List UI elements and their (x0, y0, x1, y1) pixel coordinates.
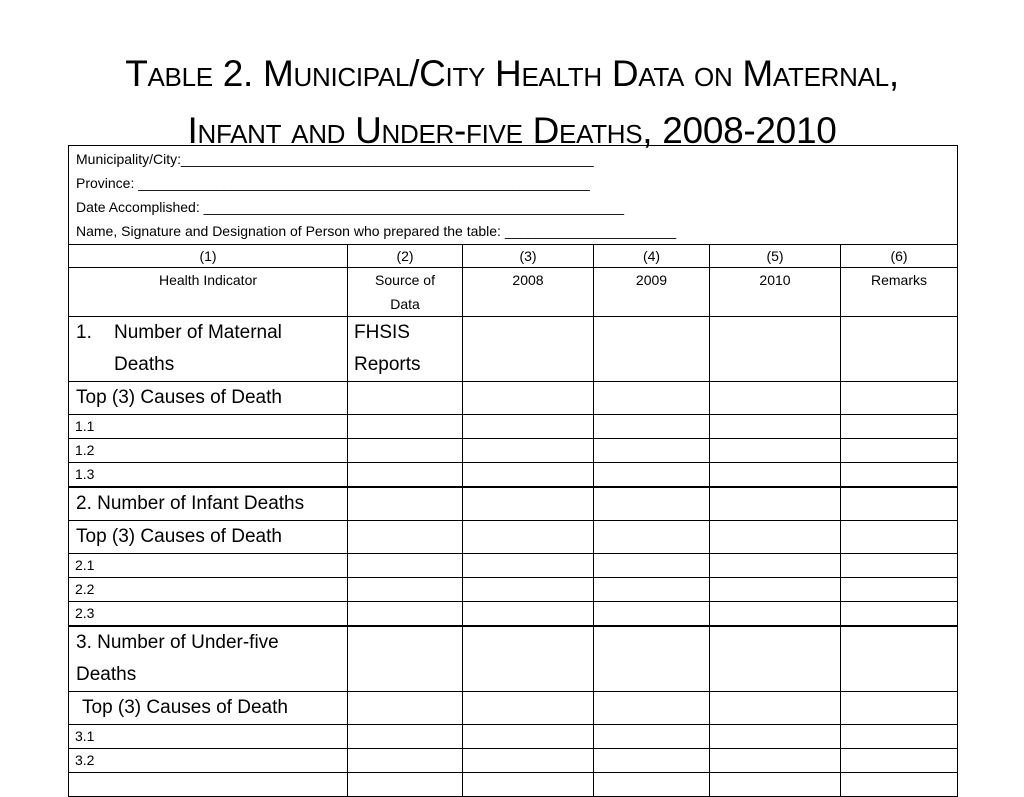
table-cell[interactable] (463, 725, 594, 749)
municipality-field[interactable]: Municipality/City:_____________________________________________________ (76, 151, 594, 167)
table-cell[interactable] (594, 749, 710, 773)
sub-item-label: 1.2 (69, 439, 348, 463)
table-cell[interactable] (463, 439, 594, 463)
table-row (69, 487, 958, 521)
table-cell[interactable] (463, 554, 594, 578)
table-cell[interactable] (348, 773, 463, 797)
header-2010-label: 2010 (759, 272, 791, 288)
infant-causes-label: Top (3) Causes of Death (69, 521, 348, 554)
table-cell[interactable] (710, 602, 841, 627)
table-cell[interactable] (594, 487, 710, 521)
sub-item-label: 3.1 (69, 725, 348, 749)
page-title-line-1 (0, 55, 1024, 92)
table-row (69, 692, 958, 725)
maternal-item-number: 1. (76, 322, 92, 343)
table-cell[interactable] (710, 725, 841, 749)
under-five-deaths-indicator (69, 626, 348, 692)
table-row (69, 725, 958, 749)
table-cell[interactable] (463, 692, 594, 725)
table-cell[interactable] (841, 439, 958, 463)
sub-item-label: 1.3 (69, 463, 348, 488)
table-cell[interactable] (348, 692, 463, 725)
table-row (69, 626, 958, 692)
table-cell[interactable] (841, 692, 958, 725)
title-text-line-2: Infant and Under-five Deaths, 2008-2010 (187, 110, 837, 151)
header-health-indicator-label: Health Indicator (158, 272, 258, 288)
header-source-of-data (348, 268, 463, 317)
table-cell[interactable] (348, 725, 463, 749)
header-2008-label: 2008 (512, 272, 544, 288)
table-cell[interactable] (841, 487, 958, 521)
table-cell[interactable] (463, 602, 594, 627)
infant-deaths-indicator: 2. Number of Infant Deaths (69, 487, 348, 521)
cell-maternal-2009[interactable] (594, 317, 710, 382)
table-cell[interactable] (348, 487, 463, 521)
table-cell[interactable] (594, 602, 710, 627)
table-row (69, 773, 958, 797)
column-number-2: (2) (348, 245, 463, 268)
column-number-6: (6) (841, 245, 958, 268)
table-cell[interactable] (594, 463, 710, 488)
table-cell[interactable] (348, 439, 463, 463)
table-cell[interactable] (348, 415, 463, 439)
header-health-indicator (69, 268, 348, 317)
table-row (69, 382, 958, 415)
table-cell[interactable] (841, 626, 958, 692)
cell-maternal-2010[interactable] (710, 317, 841, 382)
table-row (69, 439, 958, 463)
maternal-source-label: FHSIS Reports (354, 322, 421, 375)
under-five-causes-label: Top (3) Causes of Death (69, 692, 348, 725)
header-2008 (463, 268, 594, 317)
table-cell[interactable] (710, 521, 841, 554)
table-row (69, 578, 958, 602)
table-cell[interactable] (348, 382, 463, 415)
maternal-source-cell (348, 317, 463, 382)
date-accomplished-field[interactable]: Date Accomplished: ______________________________________________________ (76, 199, 625, 215)
table-cell[interactable] (463, 578, 594, 602)
table-cell (69, 773, 348, 797)
table-cell[interactable] (348, 554, 463, 578)
table-cell[interactable] (348, 463, 463, 488)
table-cell[interactable] (348, 521, 463, 554)
under-five-label: 3. Number of Under-five Deaths (76, 632, 279, 685)
sub-item-label: 3.2 (69, 749, 348, 773)
table-cell[interactable] (594, 415, 710, 439)
table-cell[interactable] (710, 382, 841, 415)
table-cell[interactable] (463, 749, 594, 773)
table-cell[interactable] (348, 602, 463, 627)
preparer-field[interactable]: Name, Signature and Designation of Person who prepared the table: ______________________ (76, 223, 677, 239)
table-cell[interactable] (348, 749, 463, 773)
table-cell[interactable] (841, 554, 958, 578)
form-info-block (69, 146, 958, 245)
table-cell[interactable] (710, 463, 841, 488)
table-cell[interactable] (841, 602, 958, 627)
province-field[interactable]: Province: __________________________________________________________ (76, 175, 590, 191)
cell-maternal-2008[interactable] (463, 317, 594, 382)
table-cell[interactable] (710, 773, 841, 797)
table-cell[interactable] (710, 578, 841, 602)
table-row (69, 317, 958, 382)
table-cell[interactable] (841, 463, 958, 488)
health-data-table (68, 145, 958, 797)
table-cell[interactable] (463, 487, 594, 521)
table-cell[interactable] (710, 554, 841, 578)
table-cell[interactable] (463, 415, 594, 439)
table-cell[interactable] (463, 521, 594, 554)
header-source-label: Source of Data (375, 272, 435, 312)
sub-item-label: 1.1 (69, 415, 348, 439)
header-remarks (841, 268, 958, 317)
table-cell[interactable] (594, 578, 710, 602)
table-cell[interactable] (710, 415, 841, 439)
table-cell[interactable] (841, 749, 958, 773)
cell-maternal-remarks[interactable] (841, 317, 958, 382)
page-title-line-2 (0, 112, 1024, 149)
title-text-line-1: Table 2. Municipal/City Health Data on Maternal, (125, 53, 899, 94)
column-number-4: (4) (594, 245, 710, 268)
table-cell[interactable] (841, 382, 958, 415)
table-cell[interactable] (710, 749, 841, 773)
table-cell[interactable] (710, 626, 841, 692)
table-cell[interactable] (594, 773, 710, 797)
table-cell[interactable] (841, 521, 958, 554)
table-cell[interactable] (348, 578, 463, 602)
table-cell[interactable] (594, 725, 710, 749)
table-cell[interactable] (348, 626, 463, 692)
column-number-5: (5) (710, 245, 841, 268)
table-row (69, 415, 958, 439)
table-row (69, 749, 958, 773)
maternal-causes-label: Top (3) Causes of Death (69, 382, 348, 415)
column-number-1: (1) (69, 245, 348, 268)
header-remarks-label: Remarks (871, 272, 928, 288)
column-number-3: (3) (463, 245, 594, 268)
table-cell[interactable] (594, 521, 710, 554)
table-cell[interactable] (594, 626, 710, 692)
table-cell[interactable] (594, 382, 710, 415)
table-cell[interactable] (710, 692, 841, 725)
maternal-deaths-indicator (69, 317, 348, 382)
table-row (69, 602, 958, 627)
maternal-item-label: Number of Maternal Deaths (114, 322, 282, 375)
table-cell[interactable] (594, 439, 710, 463)
table-cell[interactable] (594, 692, 710, 725)
header-2009 (594, 268, 710, 317)
header-2009-label: 2009 (635, 272, 668, 288)
table-row (69, 554, 958, 578)
table-cell[interactable] (841, 415, 958, 439)
table-cell[interactable] (463, 773, 594, 797)
sub-item-label: 2.2 (69, 578, 348, 602)
table-cell[interactable] (841, 578, 958, 602)
table-cell[interactable] (463, 626, 594, 692)
sub-item-label: 2.1 (69, 554, 348, 578)
table-cell[interactable] (710, 487, 841, 521)
header-2010 (710, 268, 841, 317)
table-cell[interactable] (841, 725, 958, 749)
sub-item-label: 2.3 (69, 602, 348, 627)
table-row (69, 521, 958, 554)
table-cell[interactable] (463, 382, 594, 415)
table-cell[interactable] (594, 554, 710, 578)
table-cell[interactable] (841, 773, 958, 797)
table-cell[interactable] (710, 439, 841, 463)
table-row (69, 463, 958, 488)
table-cell[interactable] (463, 463, 594, 488)
